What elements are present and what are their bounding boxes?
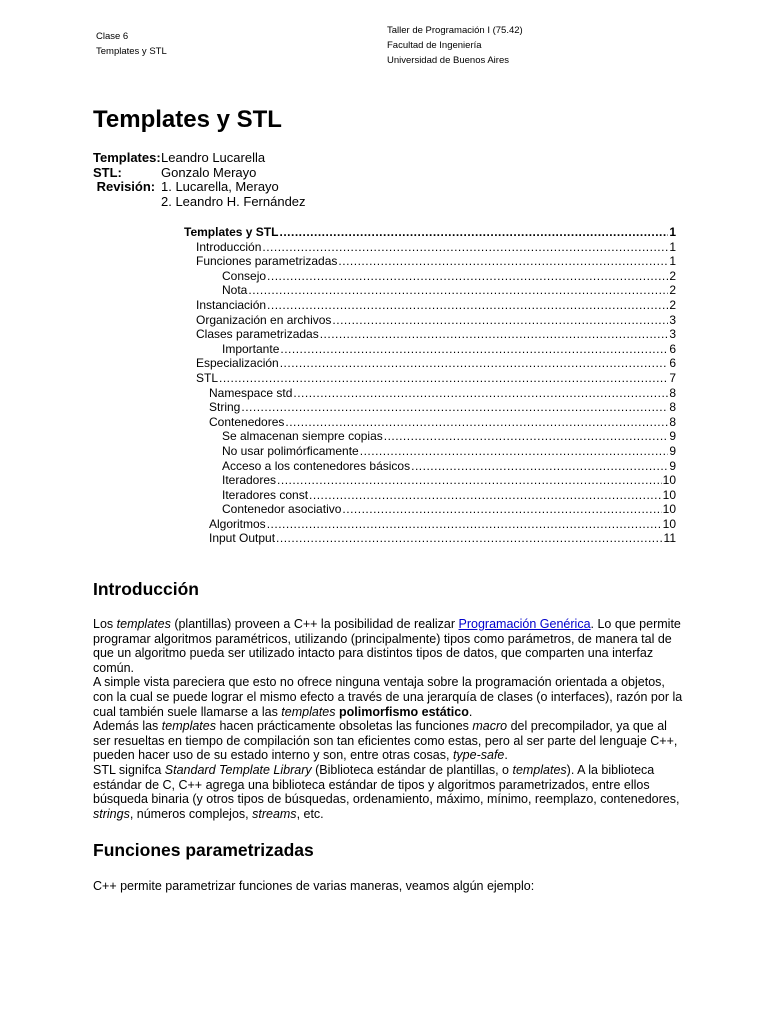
toc-leader-dots xyxy=(280,342,668,357)
meta-value: 1. Lucarella, Merayo xyxy=(161,179,279,195)
toc-entry-label: Instanciación xyxy=(196,297,267,312)
toc-entry-label: String xyxy=(209,400,241,415)
toc-entry-page: 6 xyxy=(669,356,676,371)
toc-entry[interactable] xyxy=(184,269,676,284)
text-run: Además las xyxy=(93,719,162,734)
italic-term: Standard Template Library xyxy=(164,762,312,777)
toc-entry-page: 10 xyxy=(662,516,676,531)
toc-entry[interactable] xyxy=(184,240,676,255)
funciones-paragraph-1: C++ permite parametrizar funciones de varias maneras, veamos algún ejemplo: xyxy=(93,879,535,893)
toc-entry[interactable] xyxy=(184,444,676,459)
toc-entry[interactable] xyxy=(184,517,676,532)
toc-entry-label: Consejo xyxy=(222,268,267,283)
toc-entry[interactable] xyxy=(184,473,676,488)
toc-entry[interactable] xyxy=(184,400,676,415)
toc-entry-label: Algoritmos xyxy=(209,516,266,531)
toc-entry-page: 8 xyxy=(669,400,676,415)
toc-entry-page: 1 xyxy=(669,225,676,239)
toc-leader-dots xyxy=(411,459,668,474)
toc-entry-page: 3 xyxy=(669,312,676,327)
toc-leader-dots xyxy=(280,356,669,371)
toc-entry-page: 10 xyxy=(662,502,676,517)
toc-leader-dots xyxy=(332,313,668,328)
text-run: STL signifca xyxy=(93,762,165,777)
toc-leader-dots xyxy=(248,283,668,298)
toc-leader-dots xyxy=(241,400,668,415)
header-class-number: Clase 6 xyxy=(96,31,129,42)
toc-entry-label: Organización en archivos xyxy=(196,312,332,327)
funciones-body xyxy=(93,879,683,894)
toc-entry[interactable] xyxy=(184,459,676,474)
toc-entry-label: Templates y STL xyxy=(184,225,279,239)
toc-leader-dots xyxy=(384,429,669,444)
toc-entry[interactable] xyxy=(184,342,676,357)
toc-entry-label: Especialización xyxy=(196,356,279,371)
toc-entry-page: 3 xyxy=(669,327,676,342)
toc-entry[interactable] xyxy=(184,429,676,444)
header-topic: Templates y STL xyxy=(96,46,167,57)
table-of-contents xyxy=(184,225,676,546)
italic-term: macro xyxy=(472,719,508,734)
toc-leader-dots xyxy=(267,269,668,284)
toc-entry-label: Nota xyxy=(222,283,248,298)
toc-entry[interactable] xyxy=(184,415,676,430)
toc-entry-page: 2 xyxy=(669,297,676,312)
toc-entry-label: Acceso a los contenedores básicos xyxy=(222,458,411,473)
italic-term: templates xyxy=(116,617,171,631)
toc-entry-page: 11 xyxy=(663,531,676,546)
toc-entry[interactable] xyxy=(184,283,676,298)
italic-term: strings xyxy=(93,806,130,821)
meta-value: 2. Leandro H. Fernández xyxy=(161,193,306,209)
generic-programming-link[interactable]: Programación Genérica xyxy=(458,617,591,631)
toc-entry[interactable] xyxy=(184,298,676,313)
text-run: , números complejos, xyxy=(129,806,253,821)
text-run: Los xyxy=(93,617,117,631)
toc-entry-label: Input Output xyxy=(209,531,276,546)
toc-entry[interactable] xyxy=(184,371,676,386)
toc-entry[interactable] xyxy=(184,254,676,269)
toc-leader-dots xyxy=(285,415,668,430)
italic-term: type-safe xyxy=(452,748,505,763)
toc-leader-dots xyxy=(277,473,662,488)
toc-entry-label: Se almacenan siempre copias xyxy=(222,429,383,444)
toc-entry[interactable] xyxy=(184,225,676,240)
page-header-left xyxy=(96,29,167,59)
intro-paragraph-1 xyxy=(93,617,683,675)
toc-entry-label: No usar polimórficamente xyxy=(222,443,359,458)
toc-leader-dots xyxy=(276,531,662,546)
toc-entry-page: 1 xyxy=(669,254,676,269)
italic-term: templates xyxy=(161,719,216,734)
toc-entry[interactable] xyxy=(184,313,676,328)
meta-key: Templates: xyxy=(93,150,161,165)
toc-leader-dots xyxy=(279,225,668,240)
toc-entry-page: 1 xyxy=(669,239,676,254)
intro-body xyxy=(93,617,683,821)
italic-term: templates xyxy=(281,704,336,719)
text-run: . Lo que permite programar algoritmos paramétricos, utilizando (principalmente) tipos como parámetros, de manera tal de que un algoritmo pueda ser utilizado intacto para distintos tipos de datos, que comparten una interfaz común. xyxy=(93,617,681,675)
text-run: A simple vista pareciera que esto no ofrece ninguna ventaja sobre la programación orientada a objetos, con la cual se puede lograr el mismo efecto a través de una jerarquía de clases (o interfaces), razón por la cual también suele llamarse a las xyxy=(93,675,683,719)
toc-leader-dots xyxy=(360,444,669,459)
meta-value: Leandro Lucarella xyxy=(161,150,266,165)
text-run: (plantillas) proveen a C++ la posibilidad de realizar xyxy=(170,617,459,631)
toc-entry-page: 7 xyxy=(669,370,676,385)
toc-leader-dots xyxy=(338,254,668,269)
toc-entry-page: 2 xyxy=(669,268,676,283)
toc-entry[interactable] xyxy=(184,488,676,503)
toc-entry-page: 10 xyxy=(662,473,676,488)
italic-term: templates xyxy=(512,762,567,777)
text-run: . xyxy=(468,704,473,719)
header-university: Universidad de Buenos Aires xyxy=(387,55,509,66)
toc-entry-label: Iteradores const xyxy=(222,487,309,502)
intro-paragraph-4 xyxy=(93,763,683,821)
toc-entry-page: 10 xyxy=(662,487,676,502)
toc-entry-label: Contenedor asociativo xyxy=(222,502,342,517)
toc-entry[interactable] xyxy=(184,531,676,546)
toc-entry-page: 6 xyxy=(669,341,676,356)
document-title: Templates y STL xyxy=(93,106,282,133)
toc-entry-page: 2 xyxy=(669,283,676,298)
toc-entry-page: 8 xyxy=(669,414,676,429)
toc-leader-dots xyxy=(267,517,662,532)
toc-entry[interactable] xyxy=(184,386,676,401)
toc-entry[interactable] xyxy=(184,327,676,342)
toc-entry-page: 9 xyxy=(669,458,676,473)
toc-entry-page: 9 xyxy=(669,429,676,444)
text-run: (Biblioteca estándar de plantillas, o xyxy=(311,762,513,777)
toc-entry[interactable] xyxy=(184,356,676,371)
text-run: . xyxy=(504,748,508,763)
toc-entry-page: 9 xyxy=(669,443,676,458)
toc-entry-label: Introducción xyxy=(196,239,262,254)
toc-entry-label: Namespace std xyxy=(209,385,293,400)
toc-entry-label: Funciones parametrizadas xyxy=(196,254,338,269)
toc-entry-label: Clases parametrizadas xyxy=(196,327,319,342)
page-header-right xyxy=(387,23,523,68)
toc-entry-page: 8 xyxy=(669,385,676,400)
toc-leader-dots xyxy=(320,327,669,342)
text-run: hacen prácticamente obsoletas las funciones xyxy=(215,719,473,734)
toc-entry-label: Iteradores xyxy=(222,473,277,488)
bold-term: polimorfismo estático xyxy=(338,704,469,719)
intro-paragraph-3 xyxy=(93,719,683,763)
meta-key: STL: xyxy=(93,164,122,180)
header-faculty: Facultad de Ingeniería xyxy=(387,40,482,51)
meta-key: Revisión: xyxy=(93,179,156,195)
toc-leader-dots xyxy=(219,371,668,386)
toc-leader-dots xyxy=(293,386,668,401)
toc-entry-label: Importante xyxy=(222,341,280,356)
toc-leader-dots xyxy=(342,502,661,517)
toc-leader-dots xyxy=(262,240,668,255)
section-heading-introduccion: Introducción xyxy=(93,579,199,599)
header-course: Taller de Programación I (75.42) xyxy=(387,25,523,36)
section-heading-funciones-parametrizadas: Funciones parametrizadas xyxy=(93,840,314,860)
italic-term: streams xyxy=(252,806,297,821)
toc-leader-dots xyxy=(267,298,668,313)
meta-value: Gonzalo Merayo xyxy=(161,164,257,180)
toc-leader-dots xyxy=(309,488,662,503)
toc-entry[interactable] xyxy=(184,502,676,517)
toc-entry-label: STL xyxy=(196,370,219,385)
toc-entry-label: Contenedores xyxy=(209,414,285,429)
text-run: del precompilador, ya que al ser resueltas en tiempo de compilación son tan eficientes como estas, pero al ser parte del lenguaje C++, pueden hacer uso de su estado interno y son, entre otras cosas, xyxy=(93,719,678,763)
text-run: ). A la biblioteca estándar de C, C++ agrega una biblioteca estándar de tipos y algoritmos parametrizados, entre ellos búsqueda binaria (y otros tipos de búsquedas, ordenamiento, máximo, mínimo, reemplazo, contenedores, xyxy=(93,762,680,807)
text-run: , etc. xyxy=(296,806,324,821)
intro-paragraph-2 xyxy=(93,675,683,719)
